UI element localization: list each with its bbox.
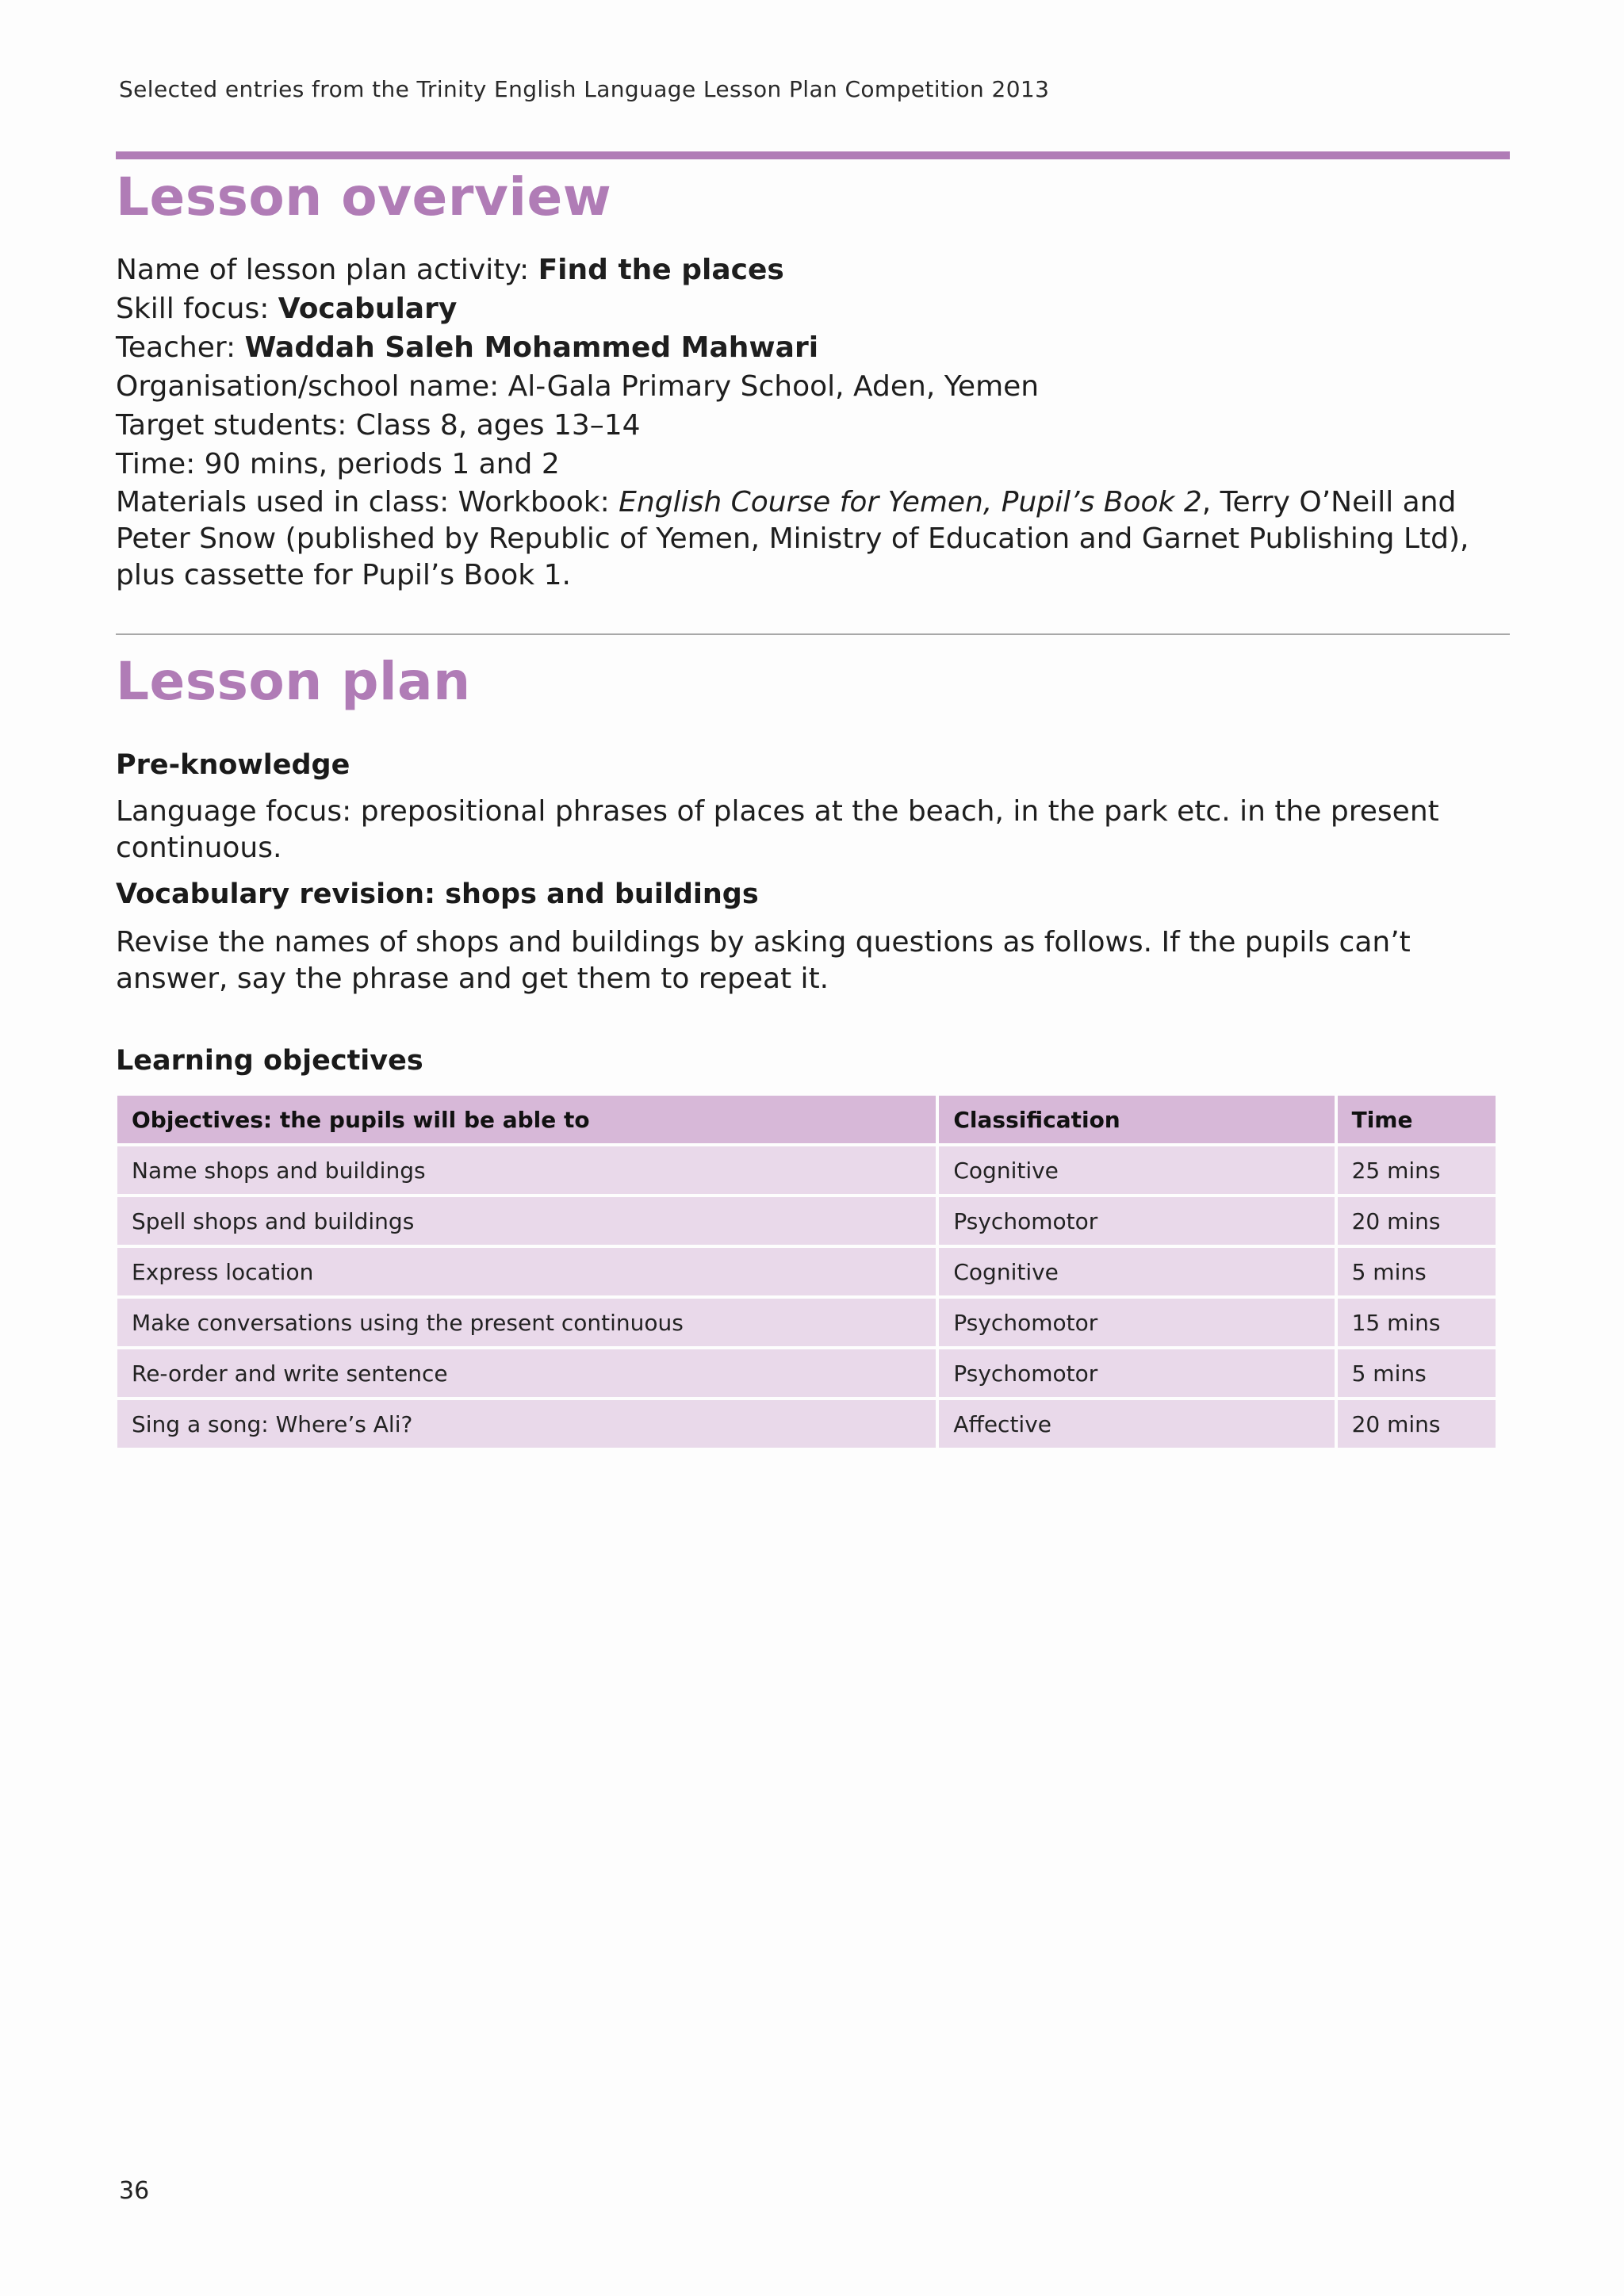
table-header-row <box>117 1096 1496 1143</box>
learning-objectives-table <box>114 1093 1499 1451</box>
time-cell: 25 mins <box>1338 1146 1496 1194</box>
activity-label: Name of lesson plan activity: <box>116 254 538 286</box>
teacher-line <box>116 328 1511 367</box>
teacher-value: Waddah Saleh Mohammed Mahwari <box>244 331 819 364</box>
table-row <box>117 1146 1496 1194</box>
objective-cell: Spell shops and buildings <box>117 1197 936 1245</box>
classification-cell: Psychomotor <box>939 1299 1334 1346</box>
learning-objectives-heading: Learning objectives <box>116 1045 423 1077</box>
lesson-overview-details <box>116 251 1511 594</box>
table-row <box>117 1197 1496 1245</box>
column-header-time: Time <box>1338 1096 1496 1143</box>
skill-value: Vocabulary <box>278 293 458 325</box>
table-row <box>117 1400 1496 1448</box>
time-cell: 20 mins <box>1338 1400 1496 1448</box>
table-row <box>117 1248 1496 1295</box>
target-students-line: Target students: Class 8, ages 13–14 <box>116 409 641 442</box>
objective-cell: Make conversations using the present continuous <box>117 1299 936 1346</box>
classification-cell: Cognitive <box>939 1248 1334 1295</box>
column-header-classification: Classification <box>939 1096 1334 1143</box>
classification-cell: Cognitive <box>939 1146 1334 1194</box>
time-cell: 5 mins <box>1338 1248 1496 1295</box>
time-cell: 15 mins <box>1338 1299 1496 1346</box>
time-cell: 5 mins <box>1338 1349 1496 1397</box>
objective-cell: Express location <box>117 1248 936 1295</box>
time-line: Time: 90 mins, periods 1 and 2 <box>116 448 560 480</box>
page-number: 36 <box>119 2177 150 2205</box>
organisation-line: Organisation/school name: Al-Gala Primary School, Aden, Yemen <box>116 370 1040 403</box>
materials-label: Materials used in class: Workbook: <box>116 486 619 519</box>
materials-rest: , Terry O’Neill and Peter Snow (published by Republic of Yemen, Ministry of Education and Garnet Publishing Ltd), plus cassette for Pupil’s Book 1. <box>116 486 1469 591</box>
running-header: Selected entries from the Trinity English Language Lesson Plan Competition 2013 <box>119 76 1050 102</box>
table-row <box>117 1299 1496 1346</box>
time-cell: 20 mins <box>1338 1197 1496 1245</box>
skill-line <box>116 289 1511 328</box>
teacher-label: Teacher: <box>116 331 245 364</box>
classification-cell: Psychomotor <box>939 1197 1334 1245</box>
activity-value: Find the places <box>538 254 784 286</box>
materials-book-title: English Course for Yemen, Pupil’s Book 2 <box>619 486 1202 519</box>
preknowledge-text: Language focus: prepositional phrases of places at the beach, in the park etc. in the present continuous. <box>116 795 1439 864</box>
skill-label: Skill focus: <box>116 293 278 325</box>
lesson-overview-title: Lesson overview <box>116 166 612 228</box>
section-divider-thin <box>116 633 1510 635</box>
lesson-plan-title: Lesson plan <box>116 651 471 712</box>
vocab-revision-heading: Vocabulary revision: shops and buildings <box>116 878 759 910</box>
classification-cell: Psychomotor <box>939 1349 1334 1397</box>
materials-line <box>116 484 1511 594</box>
activity-line <box>116 251 1511 289</box>
table-row <box>117 1349 1496 1397</box>
column-header-objectives: Objectives: the pupils will be able to <box>117 1096 936 1143</box>
objective-cell: Name shops and buildings <box>117 1146 936 1194</box>
preknowledge-heading: Pre-knowledge <box>116 749 350 781</box>
objective-cell: Sing a song: Where’s Ali? <box>117 1400 936 1448</box>
objective-cell: Re-order and write sentence <box>117 1349 936 1397</box>
section-divider-thick <box>116 151 1510 159</box>
classification-cell: Affective <box>939 1400 1334 1448</box>
vocab-revision-text: Revise the names of shops and buildings by asking questions as follows. If the pupils can’t answer, say the phrase and get them to repeat it. <box>116 926 1411 995</box>
